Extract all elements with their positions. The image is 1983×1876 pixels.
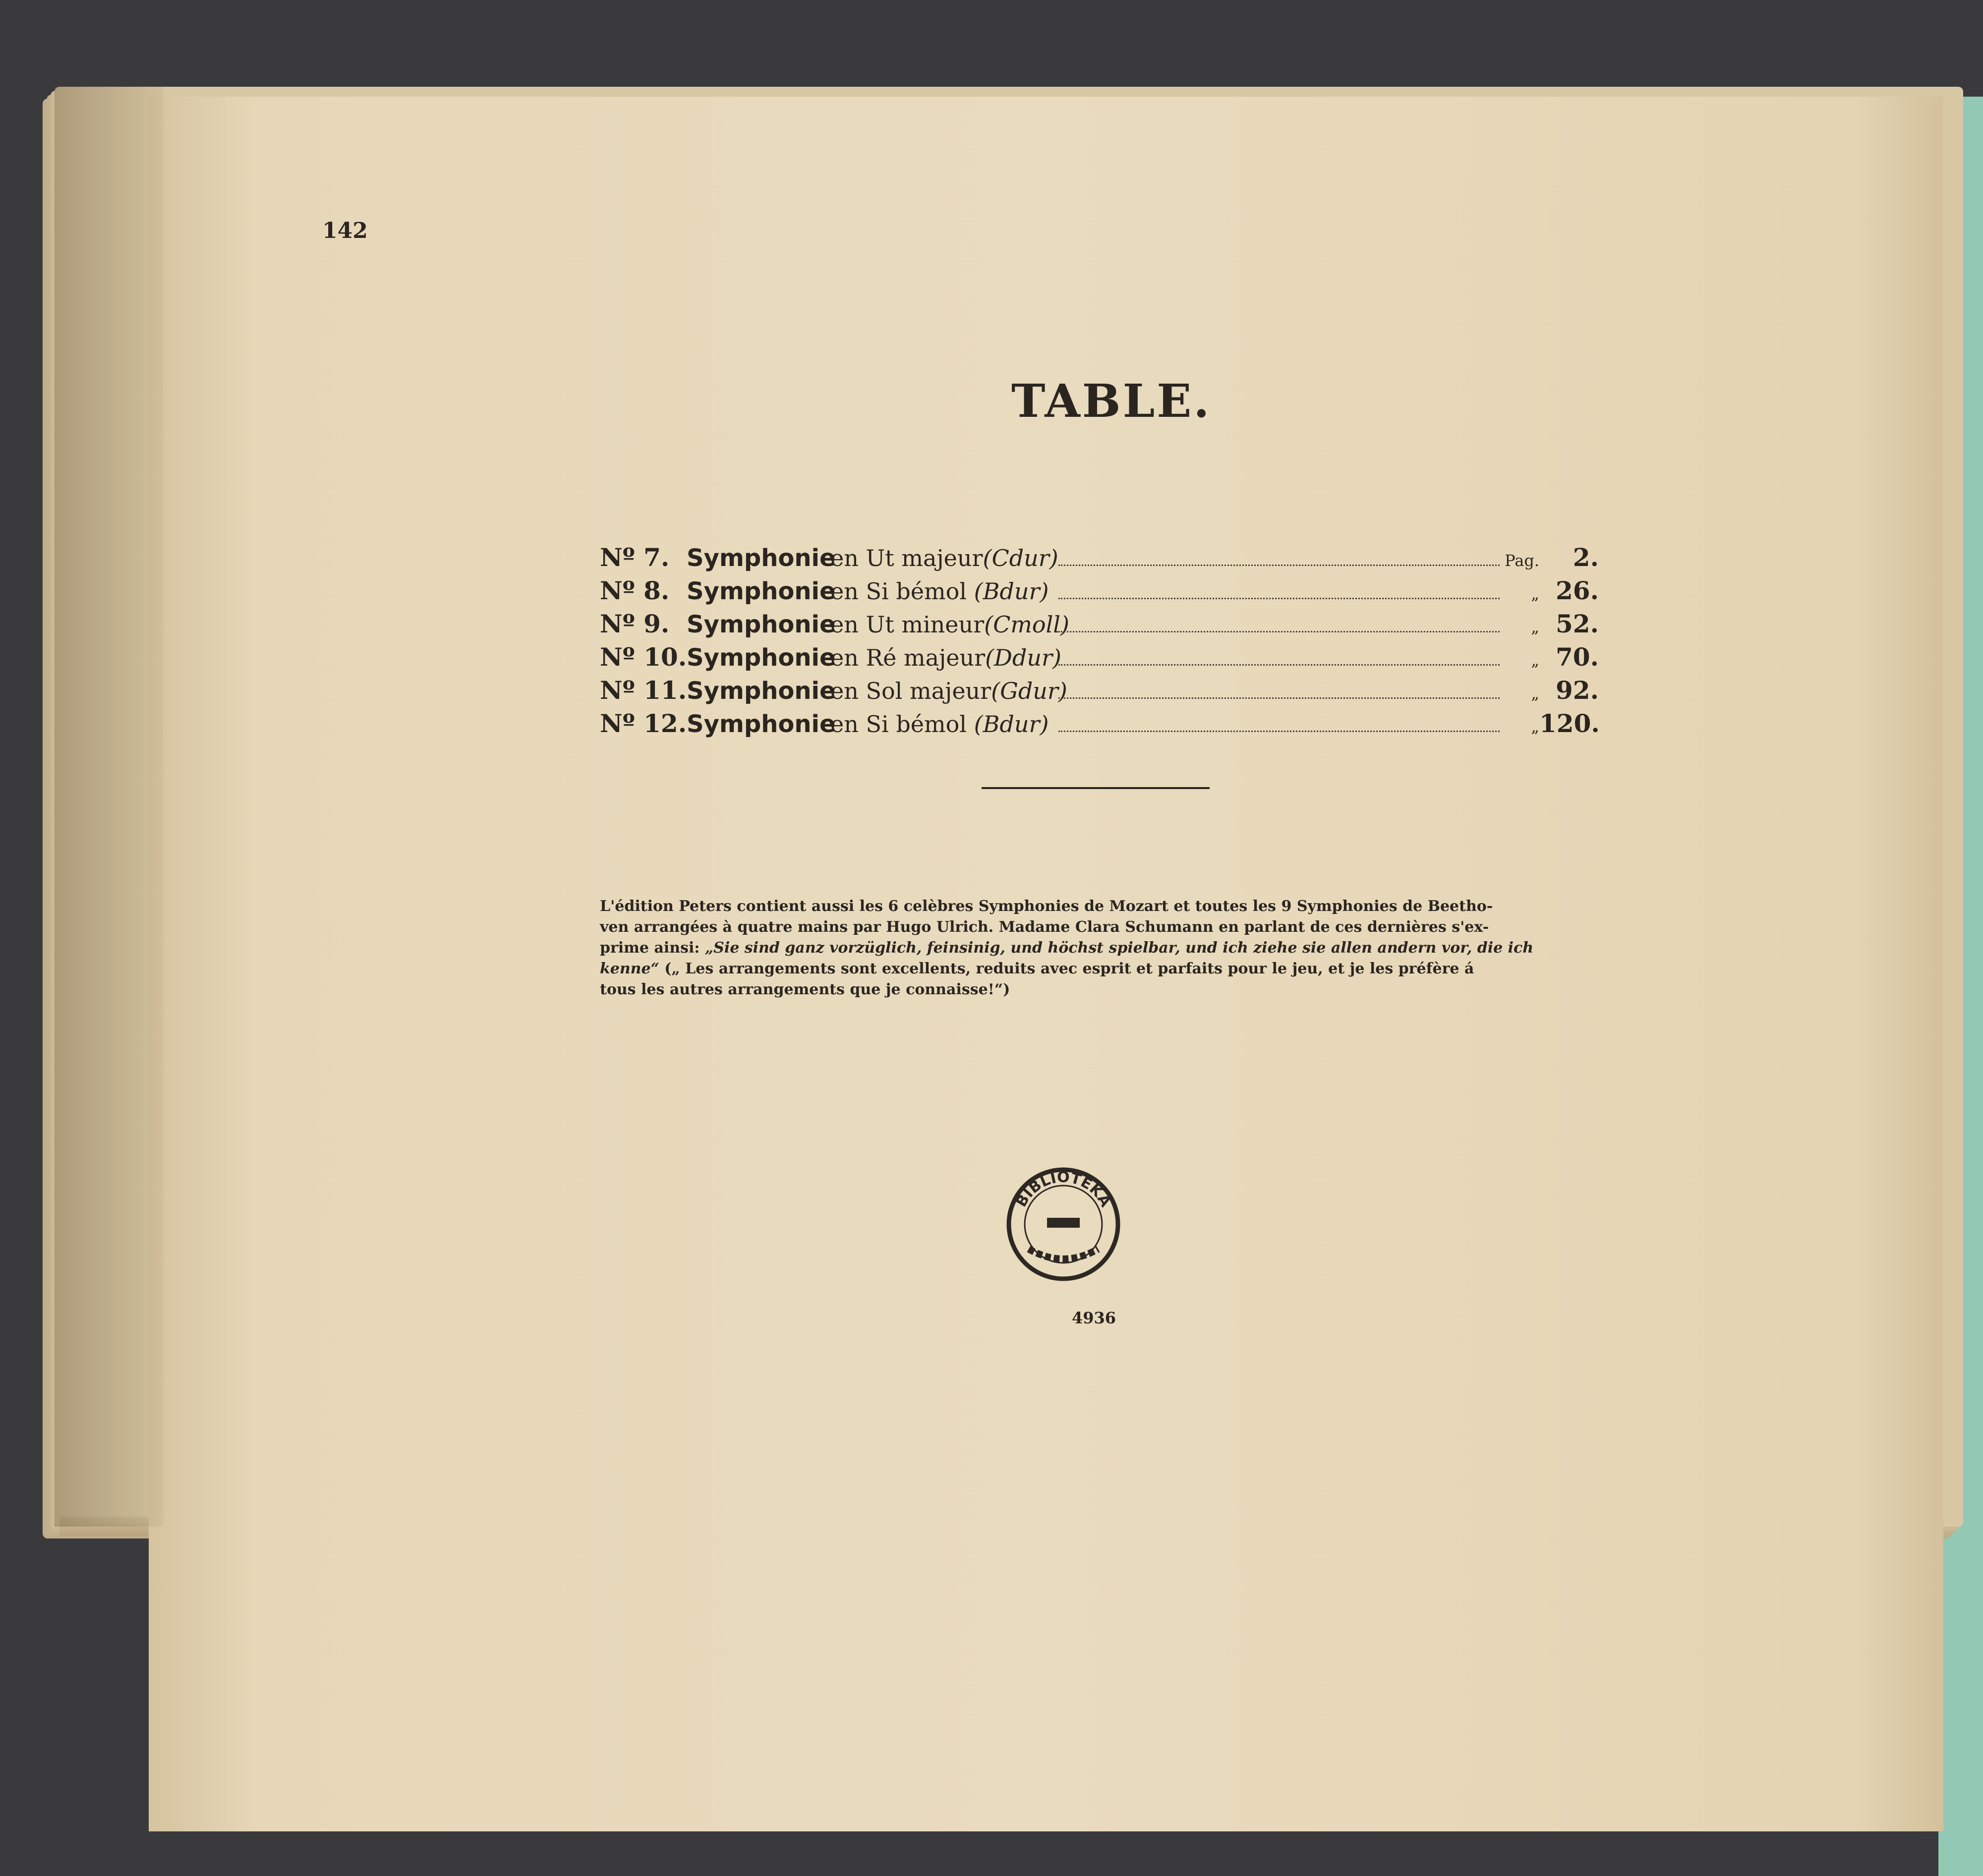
toc-key-fr: en Sol majeur [830, 678, 992, 704]
divider-rule [982, 787, 1210, 789]
edition-note [600, 896, 1596, 1000]
toc-key [830, 678, 1067, 704]
toc-page-label: „ [1531, 584, 1539, 603]
toc-page: 120. [1539, 709, 1600, 738]
toc-leader [1058, 731, 1500, 732]
toc-key-fr: en Ut majeur [830, 545, 983, 571]
note-text: („ Les arrangements sont excellents, reduits avec esprit et parfaits pour le jeu, et je les préfère á [659, 960, 1474, 977]
toc-key-de: (Cdur) [983, 545, 1058, 571]
toc-number: Nº 12. [600, 709, 687, 738]
toc-leader [1058, 664, 1500, 666]
toc-number: Nº 8. [600, 576, 670, 605]
note-text: prime ainsi: [600, 939, 705, 957]
page-number: 142 [322, 218, 368, 243]
toc-number: Nº 11. [600, 676, 687, 705]
toc-leader [1058, 631, 1500, 632]
toc-key-fr: en Ut mineur [830, 611, 985, 638]
toc-work: Symphonie [687, 644, 836, 672]
note-line [600, 938, 1596, 959]
toc-key [830, 711, 1053, 738]
toc-page: 26. [1556, 576, 1599, 605]
toc-key-fr: en Si bémol [830, 711, 967, 738]
toc-key-de: (Cmoll) [984, 611, 1069, 638]
toc-page: 2. [1573, 543, 1599, 572]
toc-row [600, 676, 1599, 709]
toc-row [600, 609, 1599, 642]
toc-key-de: (Gdur) [991, 678, 1067, 704]
toc-key [830, 578, 1053, 605]
library-stamp [1001, 1162, 1125, 1286]
toc-leader [1058, 697, 1500, 699]
toc-key-de: (Bdur) [974, 711, 1049, 738]
note-line: ven arrangées à quatre mains par Hugo Ulrich. Madame Clara Schumann en parlant de ces dernières s'ex- [600, 918, 1489, 936]
toc-key [830, 611, 1069, 638]
table-of-contents [600, 543, 1599, 742]
toc-page-label: „ [1531, 717, 1539, 736]
binding-shadow [55, 87, 164, 1527]
toc-page: 52. [1556, 609, 1599, 638]
stamp-text: BIBLIOTEKA [1012, 1168, 1114, 1210]
toc-page: 92. [1556, 676, 1599, 705]
toc-number: Nº 7. [600, 543, 670, 572]
toc-key-de: (Bdur) [974, 578, 1049, 605]
toc-page-label: Pag. [1505, 551, 1539, 570]
toc-key [830, 644, 1061, 671]
toc-work: Symphonie [687, 710, 836, 738]
toc-number: Nº 9. [600, 609, 670, 638]
note-quote-german: „Sie sind ganz vorzüglich, feinsinig, und höchst spielbar, und ich ziehe sie allen andern vor, die ich [704, 939, 1534, 957]
toc-leader [1058, 565, 1500, 566]
note-line [600, 959, 1596, 979]
toc-key-fr: en Si bémol [830, 578, 967, 605]
toc-leader [1058, 598, 1500, 599]
toc-page-label: „ [1531, 684, 1539, 703]
toc-page-label: „ [1531, 618, 1539, 636]
toc-row [600, 543, 1599, 576]
toc-row [600, 709, 1599, 742]
page-title: TABLE. [1011, 374, 1212, 428]
note-line: L'édition Peters contient aussi les 6 celèbres Symphonies de Mozart et toutes les 9 Symphonies de Beetho- [600, 898, 1493, 915]
toc-page-label: „ [1531, 651, 1539, 670]
note-line: tous les autres arrangements que je connaisse!“) [600, 981, 1010, 998]
toc-number: Nº 10. [600, 642, 687, 672]
toc-key [830, 545, 1058, 571]
toc-key-de: (Ddur) [985, 644, 1061, 671]
toc-page: 70. [1556, 642, 1599, 672]
toc-work: Symphonie [687, 677, 836, 705]
toc-work: Symphonie [687, 544, 836, 572]
toc-work: Symphonie [687, 577, 836, 605]
toc-row [600, 576, 1599, 609]
svg-text:BIBLIOTEKA [1012, 1169, 1114, 1210]
plate-number: 4936 [1072, 1308, 1116, 1327]
note-quote-german: kenne“ [600, 960, 659, 977]
toc-row [600, 642, 1599, 676]
toc-work: Symphonie [687, 611, 836, 638]
toc-key-fr: en Ré majeur [830, 644, 986, 671]
